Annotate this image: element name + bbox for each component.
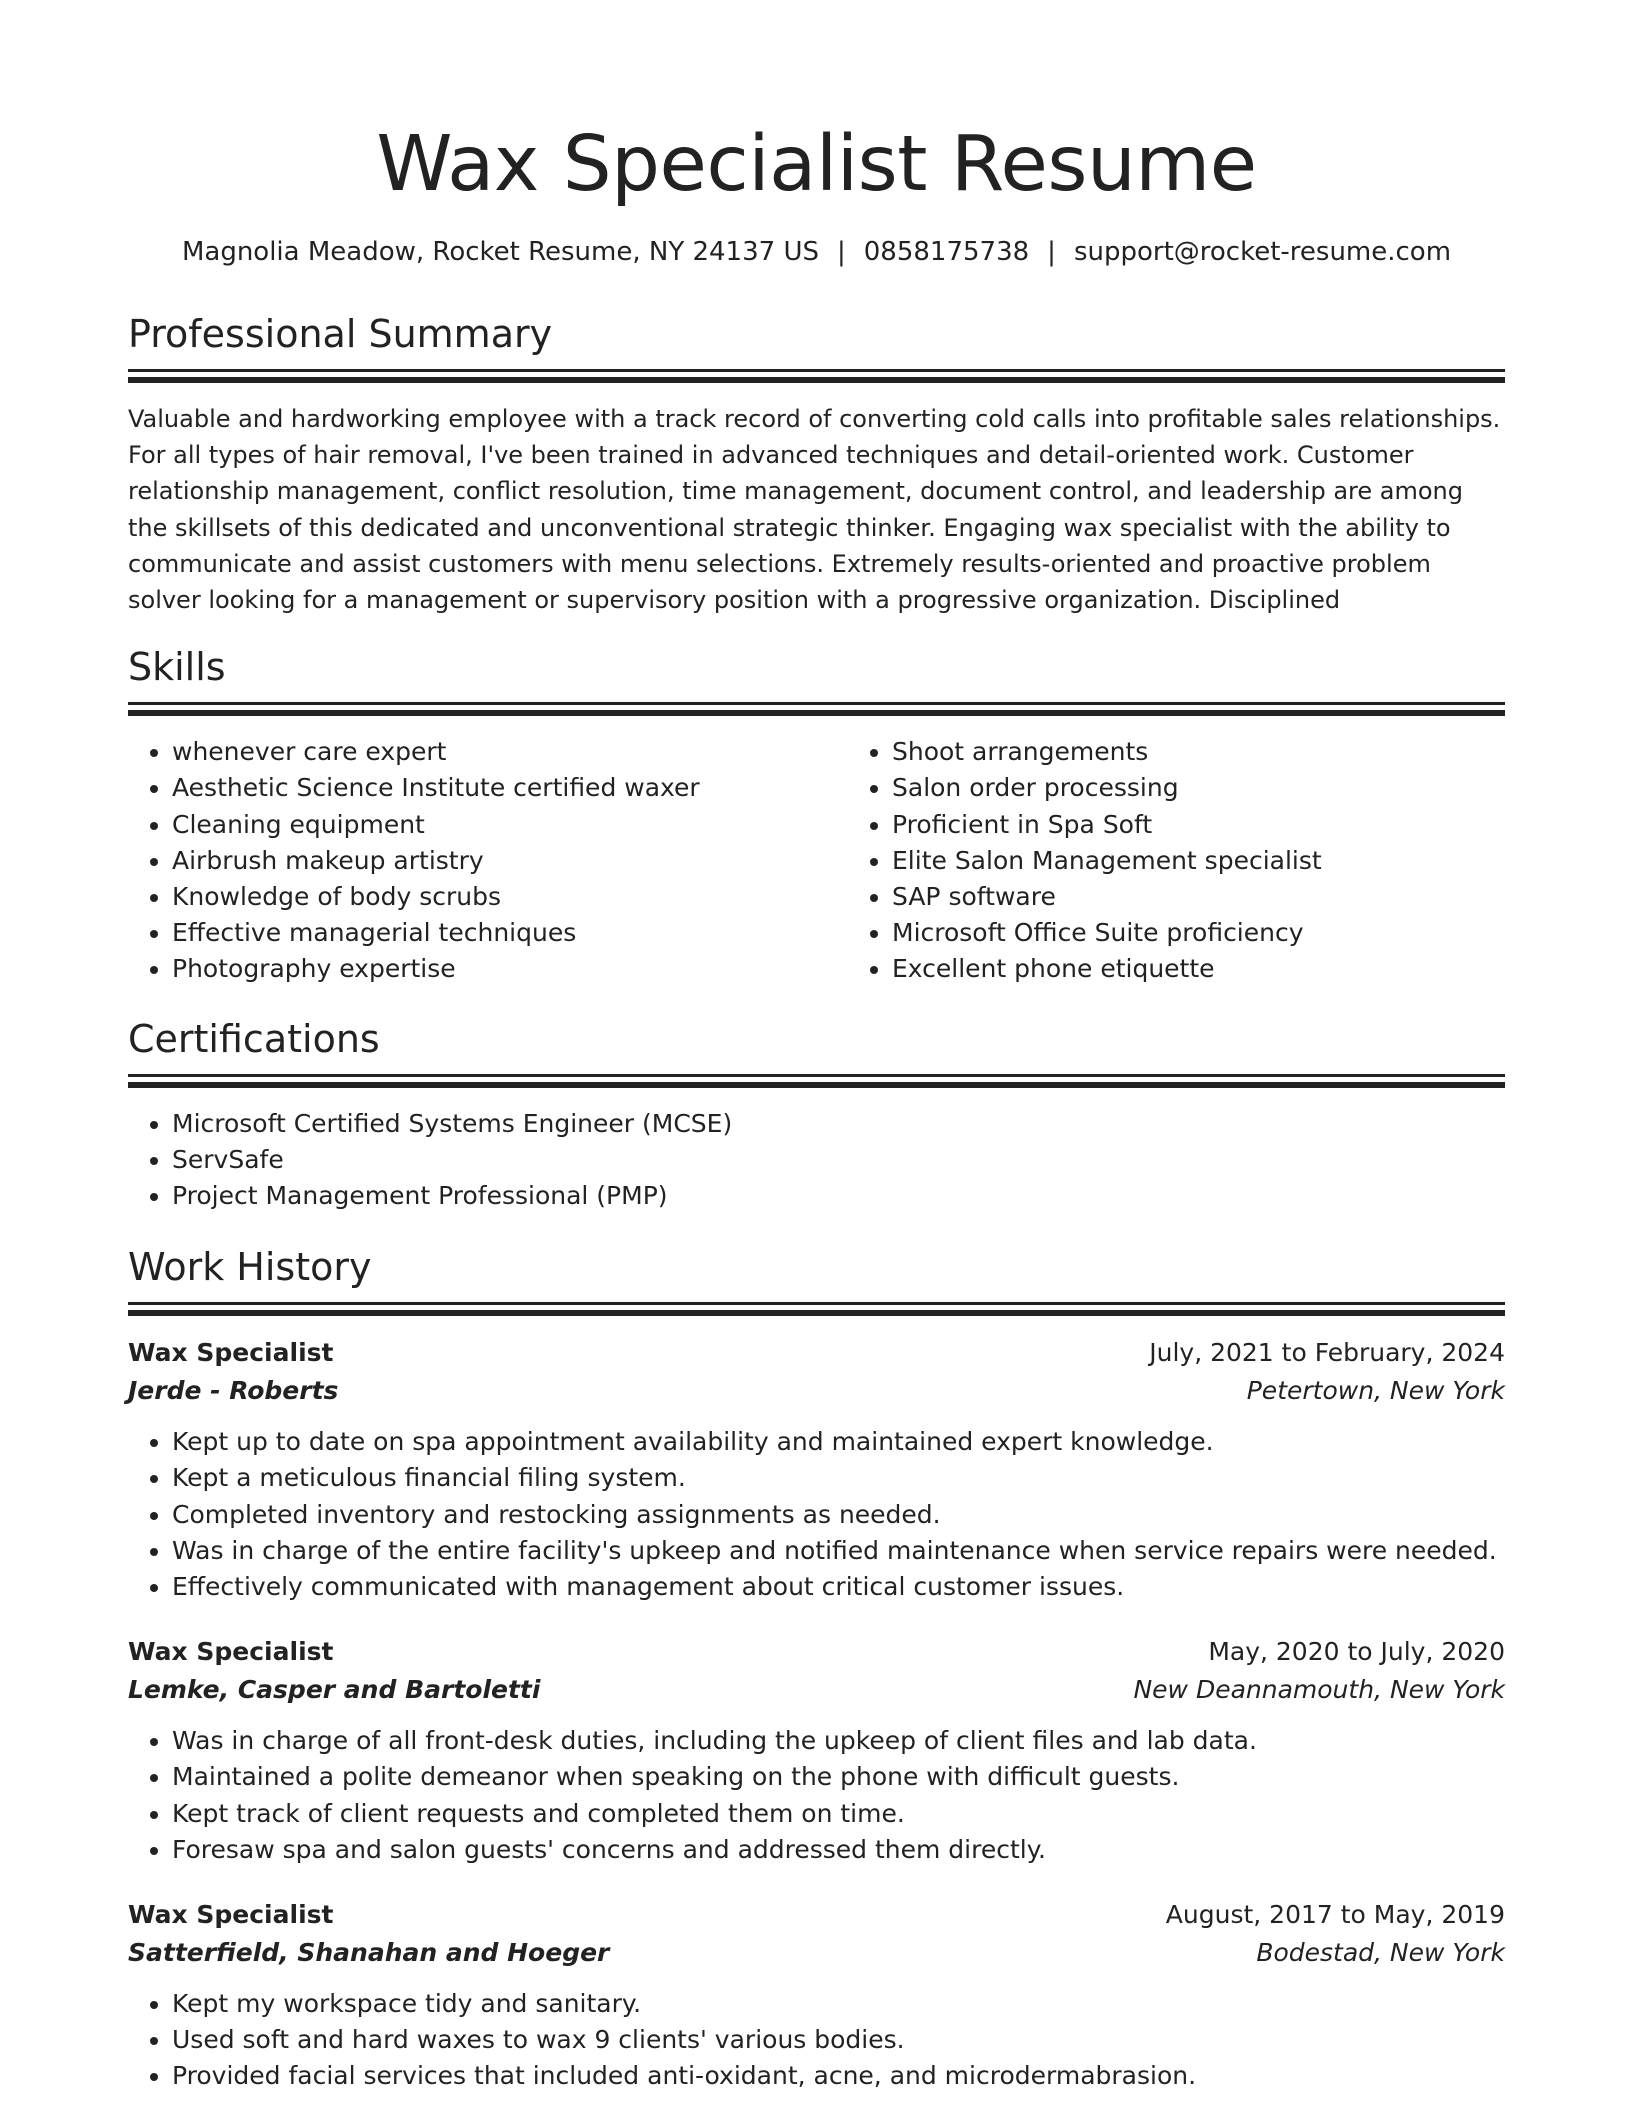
contact-line	[128, 239, 1505, 265]
skills-columns	[128, 734, 1505, 987]
contact-phone: 0858175738	[863, 237, 1030, 267]
job-dates: July, 2021 to February, 2024	[1149, 1338, 1505, 1368]
section-divider	[128, 1074, 1505, 1088]
summary-text: Valuable and hardworking employee with a track record of converting cold calls into profitable sales relationships. For all types of hair removal, I've been trained in advanced techniques and detail-oriented work. Customer relationship management, conflict resolution, time management, document control, and leadership are among the skillsets of this dedicated and unconventional strategic thinker. Engaging wax specialist with the ability to communicate and assist customers with menu selections. Extremely results-oriented and proactive problem solver looking for a management or supervisory position with a progressive organization. Disciplined	[128, 405, 1501, 615]
job-company: Satterfield, Shanahan and Hoeger	[128, 1938, 610, 1968]
resume-title: Wax Specialist Resume	[376, 120, 1257, 209]
list-item: • Excellent phone etiquette	[892, 951, 1505, 987]
list-item: • Knowledge of body scrubs	[172, 879, 848, 915]
list-item: • Kept track of client requests and completed them on time.	[172, 1796, 1505, 1832]
list-item: • Photography expertise	[172, 951, 848, 987]
list-item: • Used soft and hard waxes to wax 9 clients' various bodies.	[172, 2022, 1505, 2058]
section-divider	[128, 369, 1505, 383]
job-title: Wax Specialist	[128, 1900, 334, 1930]
job-bullets	[128, 1986, 1505, 2095]
job-title: Wax Specialist	[128, 1338, 334, 1368]
contact-separator: |	[1047, 237, 1056, 267]
list-item: • Maintained a polite demeanor when speaking on the phone with difficult guests.	[172, 1759, 1505, 1795]
job-header	[128, 1334, 1505, 1372]
certifications-section	[128, 1016, 1505, 1215]
list-item: • Effectively communicated with management about critical customer issues.	[172, 1569, 1505, 1605]
skills-section	[128, 645, 1505, 987]
list-item: • Microsoft Certified Systems Engineer (MCSE)	[172, 1106, 1505, 1142]
list-item: • Foresaw spa and salon guests' concerns and addressed them directly.	[172, 1832, 1505, 1868]
job-bullets	[128, 1424, 1505, 1605]
work-history-section	[128, 1245, 1505, 2094]
job-location: Bodestad, New York	[1256, 1938, 1505, 1968]
section-title-certifications: Certifications	[128, 1016, 380, 1061]
job-entry	[128, 1896, 1505, 2095]
list-item: • Aesthetic Science Institute certified waxer	[172, 770, 848, 806]
list-item: • Project Management Professional (PMP)	[172, 1178, 1505, 1214]
job-title: Wax Specialist	[128, 1637, 334, 1667]
list-item: • Kept my workspace tidy and sanitary.	[172, 1986, 1505, 2022]
list-item: • Kept a meticulous financial filing system.	[172, 1460, 1505, 1496]
skills-list-left	[128, 734, 848, 987]
list-item: • Was in charge of the entire facility's upkeep and notified maintenance when service repairs were needed.	[172, 1533, 1505, 1569]
contact-address: Magnolia Meadow, Rocket Resume, NY 24137 US	[181, 237, 819, 267]
list-item: • Elite Salon Management specialist	[892, 843, 1505, 879]
job-company: Jerde - Roberts	[128, 1376, 339, 1406]
skills-list-right	[848, 734, 1505, 987]
list-item: • Shoot arrangements	[892, 734, 1505, 770]
list-item: • ServSafe	[172, 1142, 1505, 1178]
job-location: New Deannamouth, New York	[1133, 1675, 1505, 1705]
list-item: • SAP software	[892, 879, 1505, 915]
contact-separator: |	[836, 237, 846, 267]
job-header	[128, 1633, 1505, 1671]
list-item: • Was in charge of all front-desk duties, including the upkeep of client files and lab data.	[172, 1723, 1505, 1759]
certifications-list	[128, 1106, 1505, 1215]
job-company: Lemke, Casper and Bartoletti	[128, 1675, 541, 1705]
section-divider	[128, 1302, 1505, 1316]
contact-email: support@rocket-resume.com	[1073, 237, 1452, 267]
list-item: • Salon order processing	[892, 770, 1505, 806]
list-item: • Completed inventory and restocking assignments as needed.	[172, 1497, 1505, 1533]
summary-section	[128, 312, 1505, 618]
section-divider	[128, 702, 1505, 716]
list-item: • Cleaning equipment	[172, 807, 848, 843]
section-title-skills: Skills	[128, 645, 226, 690]
list-item: • Proficient in Spa Soft	[892, 807, 1505, 843]
list-item: • Microsoft Office Suite proficiency	[892, 915, 1505, 951]
job-subheader	[128, 1671, 1505, 1709]
job-subheader	[128, 1934, 1505, 1972]
list-item: • Effective managerial techniques	[172, 915, 848, 951]
job-location: Petertown, New York	[1246, 1376, 1505, 1406]
list-item: • whenever care expert	[172, 734, 848, 770]
section-title-summary: Professional Summary	[128, 312, 553, 356]
job-entry	[128, 1633, 1505, 1868]
job-dates: August, 2017 to May, 2019	[1165, 1900, 1505, 1930]
job-dates: May, 2020 to July, 2020	[1208, 1637, 1505, 1667]
section-title-work-history: Work History	[128, 1245, 372, 1290]
job-header	[128, 1896, 1505, 1934]
job-subheader	[128, 1372, 1505, 1410]
list-item: • Provided facial services that included anti-oxidant, acne, and microdermabrasion.	[172, 2058, 1505, 2094]
list-item: • Airbrush makeup artistry	[172, 843, 848, 879]
job-bullets	[128, 1723, 1505, 1868]
list-item: • Kept up to date on spa appointment availability and maintained expert knowledge.	[172, 1424, 1505, 1460]
job-entry	[128, 1334, 1505, 1605]
